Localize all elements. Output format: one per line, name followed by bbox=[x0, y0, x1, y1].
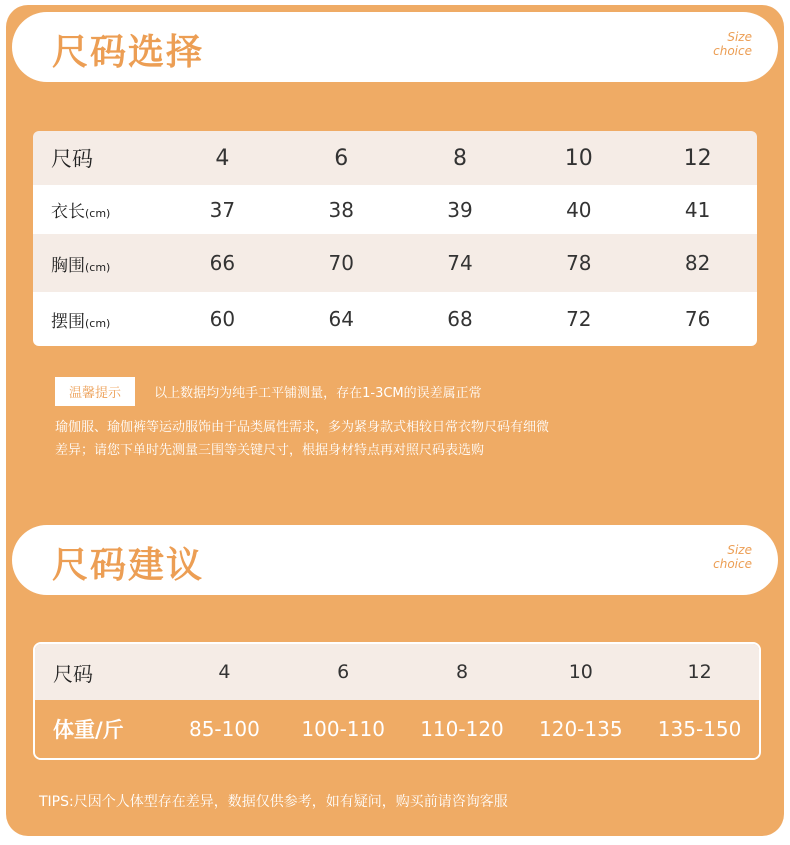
table-cell: 68 bbox=[447, 307, 473, 331]
table-cell: 72 bbox=[566, 307, 592, 331]
table-cell: 82 bbox=[684, 251, 711, 275]
weight-row bbox=[35, 700, 759, 758]
header-size: 6 bbox=[337, 661, 350, 683]
weight-cell: 85-100 bbox=[188, 717, 260, 741]
tag-line-1: Size bbox=[727, 543, 752, 557]
header-size: 4 bbox=[215, 145, 230, 171]
weight-cell: 110-120 bbox=[420, 717, 504, 741]
table-cell: 38 bbox=[328, 197, 354, 222]
table-row bbox=[33, 234, 757, 292]
tip-line-2: 瑜伽服、瑜伽裤等运动服饰由于品类属性需求，多为紧身款式相较日常衣物尺码有细微 bbox=[55, 420, 550, 435]
tag-line-2: choice bbox=[713, 44, 752, 58]
row-name: 摆围 bbox=[51, 311, 85, 332]
header-label: 尺码 bbox=[53, 661, 93, 686]
table-cell: 40 bbox=[566, 197, 592, 222]
tag-line-1: Size bbox=[727, 30, 752, 44]
table-header-row bbox=[35, 644, 759, 700]
weight-cell: 135-150 bbox=[657, 717, 742, 741]
table-cell: 41 bbox=[684, 197, 711, 222]
tag-line-2: choice bbox=[713, 557, 752, 571]
section-tag bbox=[713, 30, 752, 58]
header-size: 4 bbox=[218, 661, 231, 683]
size-choice-banner bbox=[12, 12, 778, 82]
header-size: 10 bbox=[568, 661, 593, 683]
table-row bbox=[33, 185, 757, 234]
size-advice-banner bbox=[12, 525, 778, 595]
table-header-row bbox=[33, 131, 757, 185]
table-cell: 66 bbox=[209, 251, 236, 275]
row-unit: (cm) bbox=[85, 316, 111, 330]
tips-section bbox=[55, 377, 745, 462]
header-size: 8 bbox=[455, 661, 469, 683]
row-label bbox=[33, 251, 163, 276]
weight-cell: 100-110 bbox=[301, 717, 385, 741]
section-title: 尺码建议 bbox=[52, 545, 205, 586]
header-size: 10 bbox=[564, 145, 593, 171]
section-tag bbox=[713, 543, 752, 571]
tips-badge: 温馨提示 bbox=[55, 377, 135, 406]
header-size: 12 bbox=[683, 145, 712, 171]
header-size: 6 bbox=[334, 145, 349, 171]
row-label bbox=[33, 197, 163, 222]
footer-tip: TIPS:尺因个人体型存在差异，数据仅供参考，如有疑问，购买前请咨询客服 bbox=[39, 794, 508, 810]
tip-line-3: 差异；请您下单时先测量三围等关键尺寸，根据身材特点再对照尺码表选购 bbox=[55, 443, 485, 458]
row-label bbox=[33, 307, 163, 332]
size-measurement-table bbox=[33, 131, 757, 346]
table-cell: 60 bbox=[209, 307, 236, 331]
size-guide-frame bbox=[6, 5, 784, 836]
header-size: 12 bbox=[687, 661, 712, 683]
table-cell: 74 bbox=[447, 251, 473, 275]
weight-cell: 120-135 bbox=[539, 717, 623, 741]
section-title: 尺码选择 bbox=[52, 32, 205, 73]
row-name: 胸围 bbox=[51, 255, 85, 276]
size-advice-table bbox=[33, 642, 761, 760]
table-cell: 78 bbox=[566, 251, 592, 275]
row-name: 衣长 bbox=[51, 202, 85, 222]
row-unit: (cm) bbox=[85, 260, 111, 274]
row-unit: (cm) bbox=[85, 207, 111, 220]
table-cell: 64 bbox=[328, 307, 354, 331]
table-cell: 70 bbox=[328, 251, 354, 275]
table-cell: 39 bbox=[447, 197, 473, 222]
table-cell: 37 bbox=[209, 197, 236, 222]
header-label: 尺码 bbox=[51, 147, 93, 171]
header-size: 8 bbox=[452, 145, 467, 171]
tip-line-1: 以上数据均为纯手工平铺测量，存在1-3CM的误差属正常 bbox=[154, 386, 482, 401]
table-row bbox=[33, 292, 757, 346]
table-cell: 76 bbox=[684, 307, 711, 331]
weight-label: 体重/斤 bbox=[53, 718, 124, 742]
